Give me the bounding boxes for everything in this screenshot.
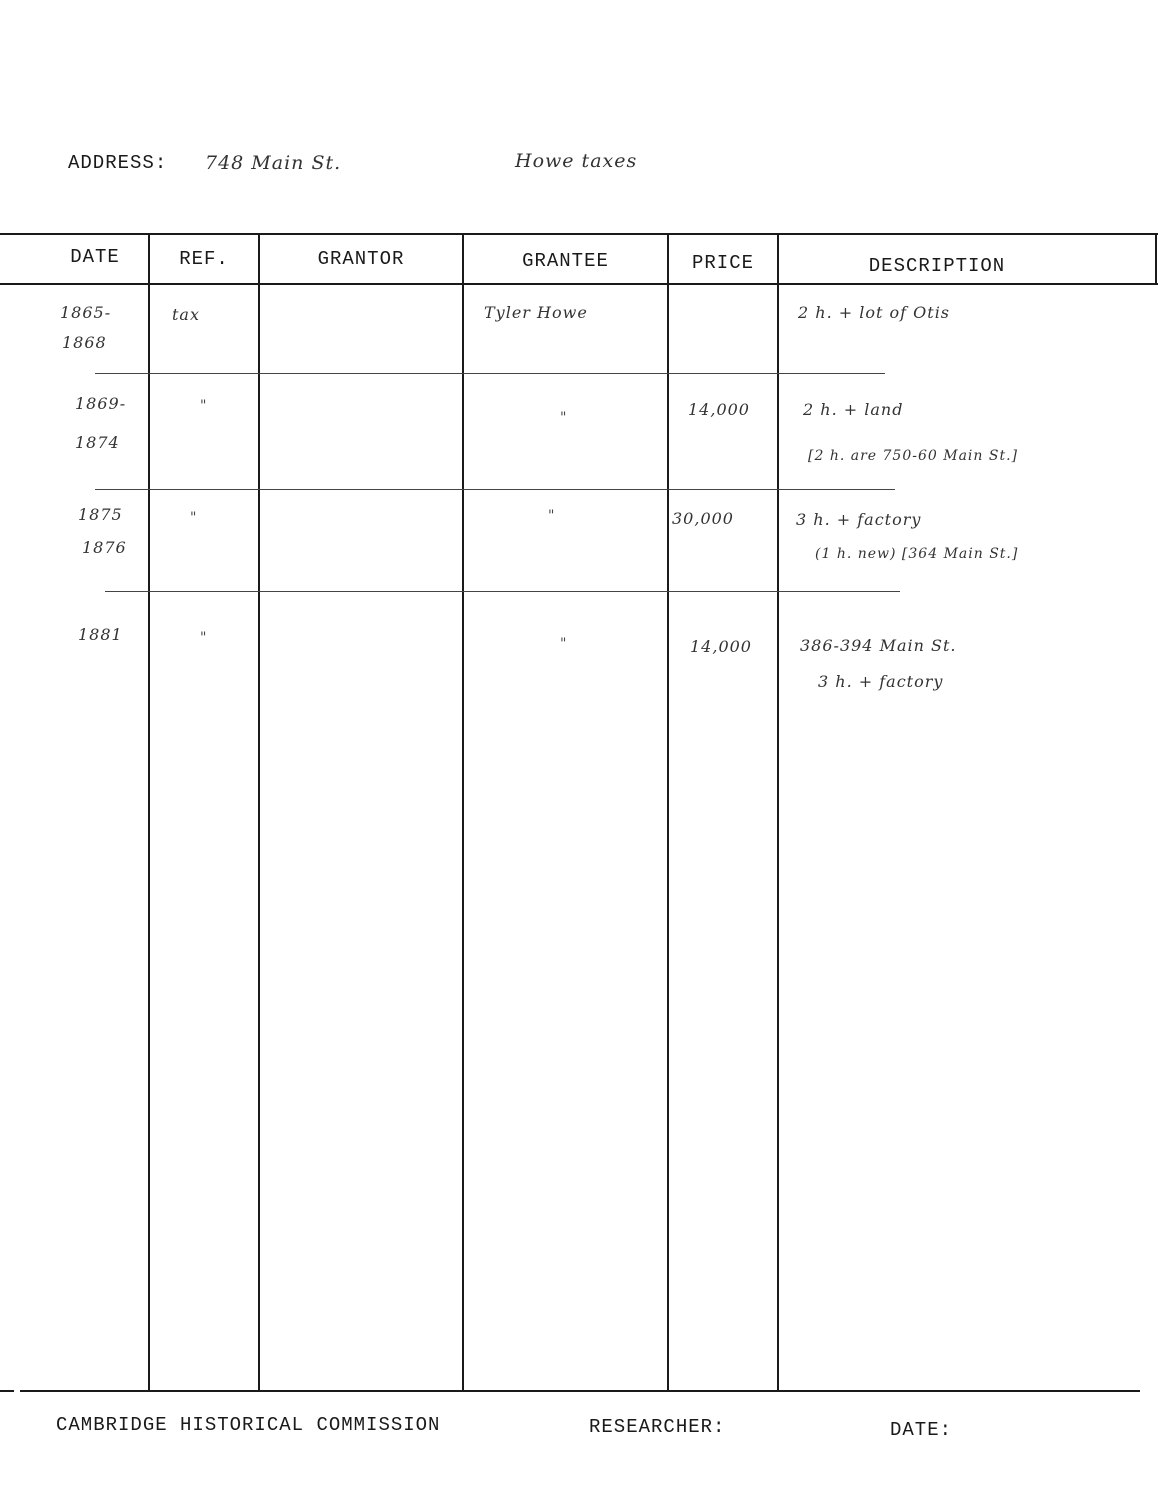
col-divider-4 bbox=[667, 235, 669, 1390]
row4-ref-ditto: " bbox=[200, 630, 207, 646]
edge-mark bbox=[0, 1390, 14, 1392]
row3-date-start: 1875 bbox=[78, 505, 123, 524]
col-header-description: DESCRIPTION bbox=[868, 255, 1006, 277]
row4-grantee-ditto: " bbox=[560, 636, 567, 652]
col-divider-5 bbox=[777, 235, 779, 1390]
header-note: Howe taxes bbox=[515, 150, 638, 172]
row1-date-end: 1868 bbox=[62, 333, 107, 352]
row1-ref: tax bbox=[172, 305, 200, 324]
col-divider-right bbox=[1155, 235, 1157, 285]
row3-grantee-ditto: " bbox=[548, 508, 555, 524]
row-separator-1 bbox=[95, 373, 885, 374]
address-label: ADDRESS: bbox=[68, 152, 168, 174]
row2-price: 14,000 bbox=[688, 400, 750, 419]
row3-date-end: 1876 bbox=[82, 538, 127, 557]
footer-date-label: DATE: bbox=[890, 1419, 953, 1441]
row2-description: 2 h. + land bbox=[803, 400, 904, 419]
footer-commission: CAMBRIDGE HISTORICAL COMMISSION bbox=[56, 1414, 441, 1436]
table-top-border bbox=[0, 233, 1158, 235]
row4-description: 386-394 Main St. bbox=[800, 636, 957, 655]
table-header-divider bbox=[0, 283, 1158, 285]
col-divider-1 bbox=[148, 235, 150, 1390]
row3-description-note: (1 h. new) [364 Main St.] bbox=[815, 546, 1019, 562]
row4-price: 14,000 bbox=[690, 637, 752, 656]
row2-ref-ditto: " bbox=[200, 398, 207, 414]
row3-ref-ditto: " bbox=[190, 510, 197, 526]
row2-date-end: 1874 bbox=[75, 433, 120, 452]
row-separator-2 bbox=[95, 489, 895, 490]
table-bottom-border bbox=[20, 1390, 1140, 1392]
row2-description-note: [2 h. are 750-60 Main St.] bbox=[808, 448, 1018, 464]
row2-date-start: 1869- bbox=[75, 394, 127, 413]
row1-description: 2 h. + lot of Otis bbox=[798, 303, 951, 322]
row1-date-start: 1865- bbox=[60, 303, 112, 322]
row4-date: 1881 bbox=[78, 625, 123, 644]
row4-description-note: 3 h. + factory bbox=[818, 672, 944, 691]
col-divider-3 bbox=[462, 235, 464, 1390]
row3-price: 30,000 bbox=[672, 509, 734, 528]
address-value: 748 Main St. bbox=[205, 152, 342, 174]
row1-grantee: Tyler Howe bbox=[484, 303, 588, 322]
col-header-grantor: GRANTOR bbox=[317, 248, 405, 270]
col-header-date: DATE bbox=[70, 246, 120, 268]
row2-grantee-ditto: " bbox=[560, 410, 567, 426]
row-separator-3 bbox=[105, 591, 900, 592]
col-header-price: PRICE bbox=[691, 252, 754, 274]
col-header-ref: REF. bbox=[179, 248, 229, 270]
row3-description: 3 h. + factory bbox=[796, 510, 922, 529]
col-divider-2 bbox=[258, 235, 260, 1390]
footer-researcher-label: RESEARCHER: bbox=[589, 1416, 726, 1438]
col-header-grantee: GRANTEE bbox=[522, 250, 609, 272]
